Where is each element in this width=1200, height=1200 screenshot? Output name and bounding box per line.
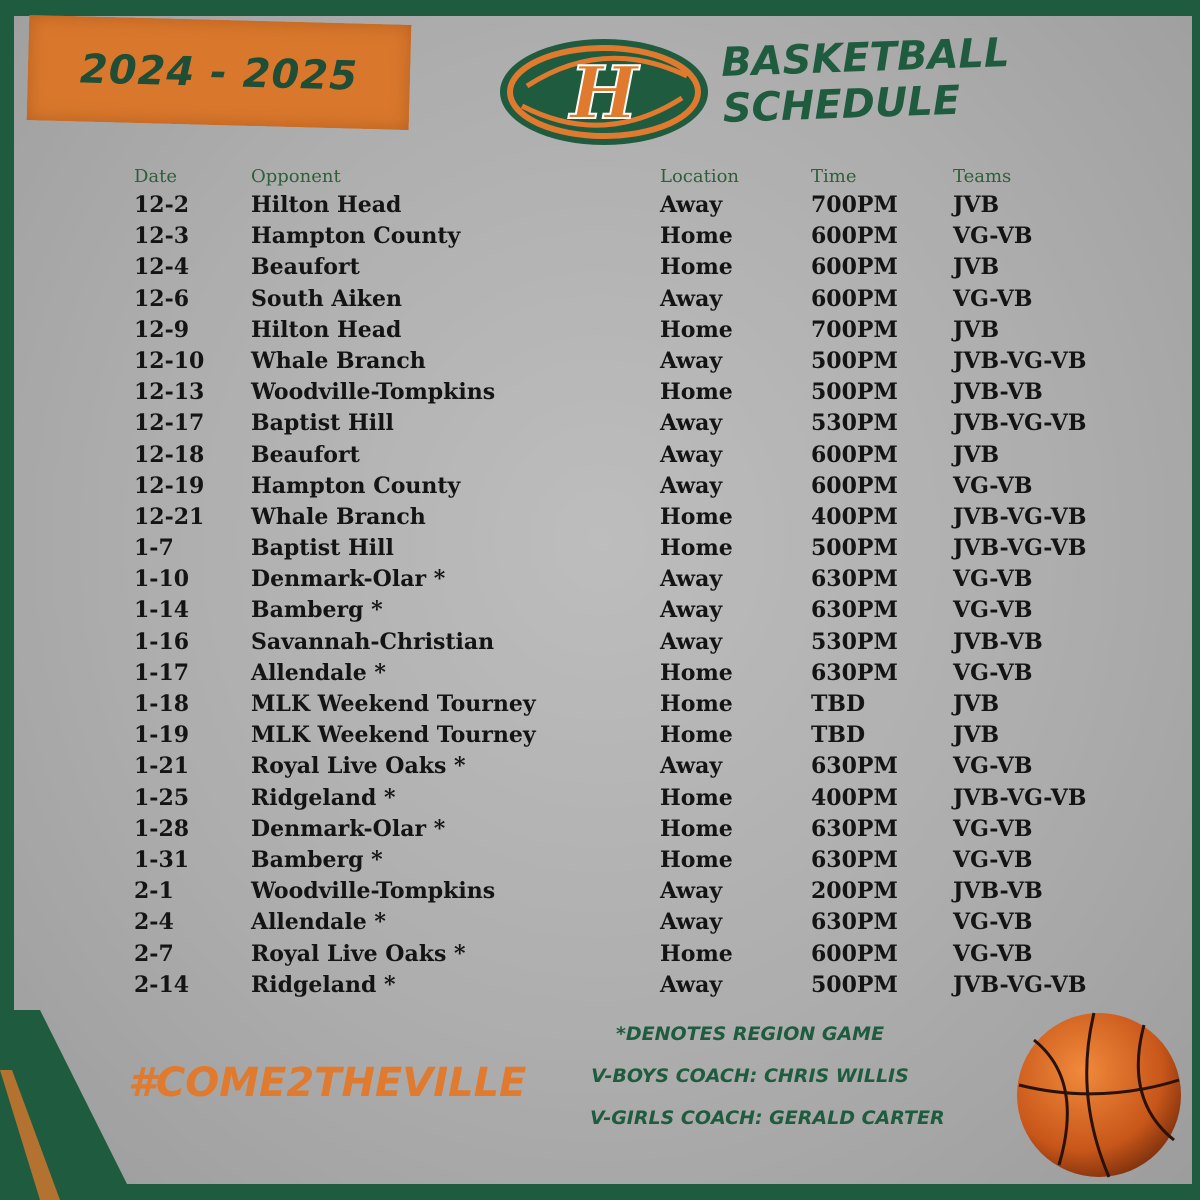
game-teams: VG-VB xyxy=(953,223,1033,250)
game-teams: VG-VB xyxy=(953,815,1033,842)
schedule-row xyxy=(134,410,1134,441)
game-opponent: Ridgeland * xyxy=(251,971,396,998)
game-location: Away xyxy=(660,472,723,499)
game-location: Away xyxy=(660,878,723,905)
game-opponent: Baptist Hill xyxy=(251,535,394,562)
game-location: Away xyxy=(660,909,723,936)
game-opponent: Royal Live Oaks * xyxy=(251,753,466,780)
schedule-row xyxy=(134,504,1134,535)
footer-notes xyxy=(590,1016,945,1142)
game-time: 700PM xyxy=(811,192,898,218)
game-location: Home xyxy=(660,379,733,406)
game-teams: VG-VB xyxy=(953,285,1033,312)
schedule-row xyxy=(134,473,1134,504)
game-location: Home xyxy=(660,254,733,281)
game-opponent: South Aiken xyxy=(251,285,403,312)
game-teams: JVB-VB xyxy=(953,878,1043,905)
schedule-row xyxy=(134,909,1134,940)
game-opponent: Hampton County xyxy=(251,472,461,499)
game-time: 500PM xyxy=(811,347,898,374)
game-time: 500PM xyxy=(811,379,898,406)
schedule-row xyxy=(134,597,1134,628)
game-time: 630PM xyxy=(811,815,898,842)
game-location: Away xyxy=(660,753,723,780)
game-time: 630PM xyxy=(811,659,898,686)
game-time: 600PM xyxy=(811,254,898,281)
game-opponent: Whale Branch xyxy=(251,503,426,530)
schedule-row xyxy=(134,442,1134,473)
game-location: Away xyxy=(660,285,723,312)
schedule-row xyxy=(134,816,1134,847)
game-opponent: Beaufort xyxy=(251,441,360,468)
game-time: 600PM xyxy=(811,441,898,468)
game-opponent: Bamberg * xyxy=(251,846,383,873)
game-teams: VG-VB xyxy=(953,846,1033,873)
schedule-row xyxy=(134,566,1134,597)
game-time: 200PM xyxy=(811,878,898,905)
schedule-row xyxy=(134,629,1134,660)
schedule-row xyxy=(134,753,1134,784)
game-location: Home xyxy=(660,940,733,967)
game-opponent: MLK Weekend Tourney xyxy=(251,722,536,749)
schedule-row xyxy=(134,878,1134,909)
basketball-icon xyxy=(1014,1010,1184,1180)
game-time: 630PM xyxy=(811,597,898,624)
schedule-body xyxy=(134,192,1134,1003)
game-location: Away xyxy=(660,597,723,624)
game-date: 1-16 xyxy=(134,628,190,655)
game-date: 12-18 xyxy=(134,441,205,468)
game-time: 500PM xyxy=(811,535,898,562)
game-teams: JVB xyxy=(953,441,1000,468)
game-location: Home xyxy=(660,659,733,686)
game-opponent: Denmark-Olar * xyxy=(251,566,446,593)
column-header-time: Time xyxy=(811,166,857,187)
game-teams: VG-VB xyxy=(953,659,1033,686)
game-date: 12-10 xyxy=(134,347,205,374)
hashtag: #COME2THEVILLE xyxy=(128,1060,527,1106)
logo-letter: H xyxy=(569,50,639,135)
schedule-row xyxy=(134,785,1134,816)
game-opponent: Baptist Hill xyxy=(251,410,394,437)
game-date: 12-17 xyxy=(134,410,205,437)
schedule-row xyxy=(134,535,1134,566)
game-date: 12-4 xyxy=(134,254,190,281)
game-teams: JVB-VG-VB xyxy=(953,784,1087,811)
game-location: Away xyxy=(660,192,723,218)
frame-right-border xyxy=(1192,0,1200,1200)
frame-bottom-border xyxy=(0,1184,1200,1200)
game-teams: VG-VB xyxy=(953,909,1033,936)
game-date: 2-1 xyxy=(134,878,174,905)
game-opponent: Hampton County xyxy=(251,223,461,250)
game-time: 630PM xyxy=(811,909,898,936)
game-location: Away xyxy=(660,441,723,468)
column-header-date: Date xyxy=(134,166,178,187)
game-date: 1-19 xyxy=(134,722,190,749)
game-teams: JVB xyxy=(953,722,1000,749)
frame-top-border xyxy=(0,0,1200,16)
game-teams: VG-VB xyxy=(953,566,1033,593)
game-opponent: Bamberg * xyxy=(251,597,383,624)
game-time: TBD xyxy=(811,722,866,749)
schedule-row xyxy=(134,847,1134,878)
game-location: Home xyxy=(660,722,733,749)
game-location: Home xyxy=(660,223,733,250)
game-time: TBD xyxy=(811,691,866,717)
schedule-row xyxy=(134,379,1134,410)
game-opponent: Woodville-Tompkins xyxy=(251,379,496,406)
schedule-row xyxy=(134,972,1134,1003)
column-header-location: Location xyxy=(660,166,740,187)
game-opponent: MLK Weekend Tourney xyxy=(251,691,536,717)
game-date: 1-21 xyxy=(134,753,190,780)
schedule-row xyxy=(134,348,1134,379)
game-teams: JVB-VG-VB xyxy=(953,503,1087,530)
game-location: Away xyxy=(660,628,723,655)
game-location: Home xyxy=(660,846,733,873)
game-teams: JVB xyxy=(953,316,1000,343)
game-date: 12-3 xyxy=(134,223,190,250)
game-opponent: Allendale * xyxy=(251,659,386,686)
game-opponent: Denmark-Olar * xyxy=(251,815,446,842)
game-date: 12-21 xyxy=(134,503,205,530)
game-teams: JVB-VG-VB xyxy=(953,971,1087,998)
schedule-header-row xyxy=(134,166,1134,192)
girls-coach-note: V-GIRLS COACH: GERALD CARTER xyxy=(590,1107,945,1129)
schedule-row xyxy=(134,223,1134,254)
schedule-row xyxy=(134,941,1134,972)
game-location: Home xyxy=(660,815,733,842)
game-teams: JVB-VB xyxy=(953,379,1043,406)
game-time: 600PM xyxy=(811,285,898,312)
game-location: Home xyxy=(660,503,733,530)
school-logo xyxy=(497,36,711,148)
game-time: 600PM xyxy=(811,472,898,499)
game-opponent: Whale Branch xyxy=(251,347,426,374)
season-banner xyxy=(27,15,412,130)
hoop-decoration xyxy=(0,1010,135,1200)
schedule-row xyxy=(134,722,1134,753)
game-teams: JVB-VB xyxy=(953,628,1043,655)
game-date: 1-25 xyxy=(134,784,190,811)
game-date: 12-6 xyxy=(134,285,190,312)
game-date: 1-18 xyxy=(134,691,190,717)
schedule-row xyxy=(134,286,1134,317)
game-location: Home xyxy=(660,784,733,811)
game-date: 1-10 xyxy=(134,566,190,593)
game-teams: VG-VB xyxy=(953,597,1033,624)
game-teams: VG-VB xyxy=(953,940,1033,967)
game-date: 1-17 xyxy=(134,659,190,686)
game-time: 630PM xyxy=(811,846,898,873)
game-opponent: Savannah-Christian xyxy=(251,628,495,655)
game-teams: JVB xyxy=(953,691,1000,717)
game-location: Home xyxy=(660,691,733,717)
game-opponent: Royal Live Oaks * xyxy=(251,940,466,967)
game-teams: VG-VB xyxy=(953,753,1033,780)
game-opponent: Hilton Head xyxy=(251,192,402,218)
game-location: Away xyxy=(660,971,723,998)
schedule-row xyxy=(134,254,1134,285)
game-date: 1-14 xyxy=(134,597,190,624)
boys-coach-note: V-BOYS COACH: CHRIS WILLIS xyxy=(591,1065,909,1087)
game-location: Home xyxy=(660,316,733,343)
game-date: 12-9 xyxy=(134,316,190,343)
game-date: 2-4 xyxy=(134,909,174,936)
game-date: 1-7 xyxy=(134,535,174,562)
game-date: 1-31 xyxy=(134,846,190,873)
game-date: 12-2 xyxy=(134,192,190,218)
game-teams: JVB-VG-VB xyxy=(953,535,1087,562)
game-location: Away xyxy=(660,566,723,593)
game-opponent: Beaufort xyxy=(251,254,360,281)
game-teams: JVB xyxy=(953,192,1000,218)
game-opponent: Allendale * xyxy=(251,909,386,936)
season-label: 2024 - 2025 xyxy=(79,45,359,100)
game-time: 700PM xyxy=(811,316,898,343)
poster-title: BASKETBALL SCHEDULE xyxy=(720,29,1011,132)
schedule-row xyxy=(134,192,1134,223)
game-time: 630PM xyxy=(811,566,898,593)
game-time: 530PM xyxy=(811,410,898,437)
game-date: 2-7 xyxy=(134,940,174,967)
game-opponent: Ridgeland * xyxy=(251,784,396,811)
game-teams: JVB-VG-VB xyxy=(953,410,1087,437)
schedule-table xyxy=(134,166,1134,1003)
game-opponent: Hilton Head xyxy=(251,316,402,343)
game-teams: VG-VB xyxy=(953,472,1033,499)
game-time: 500PM xyxy=(811,971,898,998)
column-header-opponent: Opponent xyxy=(251,166,341,187)
schedule-row xyxy=(134,691,1134,722)
game-location: Away xyxy=(660,347,723,374)
game-date: 1-28 xyxy=(134,815,190,842)
column-header-teams: Teams xyxy=(953,166,1012,187)
game-time: 400PM xyxy=(811,784,898,811)
game-date: 12-19 xyxy=(134,472,205,499)
game-teams: JVB-VG-VB xyxy=(953,347,1087,374)
game-date: 2-14 xyxy=(134,971,190,998)
game-opponent: Woodville-Tompkins xyxy=(251,878,496,905)
game-time: 630PM xyxy=(811,753,898,780)
game-time: 530PM xyxy=(811,628,898,655)
game-time: 600PM xyxy=(811,223,898,250)
game-location: Home xyxy=(660,535,733,562)
schedule-row xyxy=(134,317,1134,348)
game-time: 600PM xyxy=(811,940,898,967)
region-game-note: *DENOTES REGION GAME xyxy=(615,1023,885,1045)
game-time: 400PM xyxy=(811,503,898,530)
game-location: Away xyxy=(660,410,723,437)
game-teams: JVB xyxy=(953,254,1000,281)
game-date: 12-13 xyxy=(134,379,205,406)
schedule-row xyxy=(134,660,1134,691)
